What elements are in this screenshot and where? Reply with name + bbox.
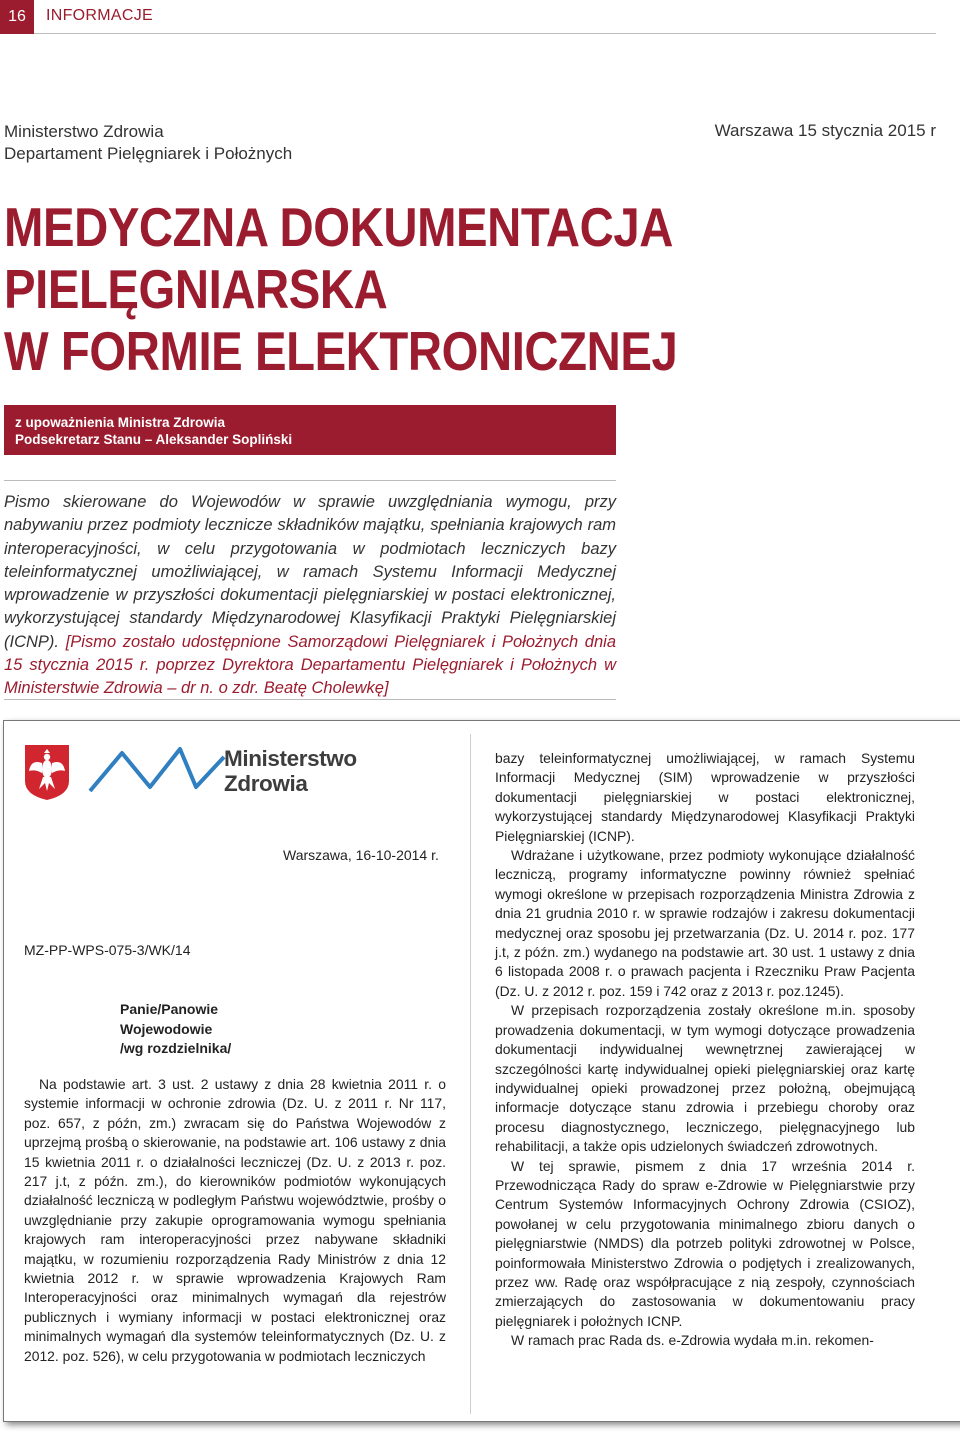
- letter-left-paragraph: Na podstawie art. 3 ust. 2 ustawy z dnia 28 kwietnia 2011 r. o systemie informacji w ochronie zdrowia (Dz. U. z 2011 r. Nr 117, poz. 657, z późn, zm.) zwracam się do Państwa Wojewodów z uprzejmą prośbą o skierowanie, na podstawie art. 106 ustawy z dnia 15 kwietnia 2011 r. o działalności leczniczej (Dz. U. z 2013 r. poz. 217 j.t, z późn. zm.), do kierowników podmiotów wykonujących działalność leczniczą w podległym Państwu województwie, prośby o uwzględnianie przy zakupie oprogramowania wymogu spełniania krajowych ram interoperacyjności przez nabywane składniki majątku, w rozumieniu rozporządzenia Rady Ministrów z dnia 12 kwietnia 2012 r. w sprawie wprowadzenia Krajowych Ram Interoperacyjności oraz minimalnych wymagań dla rejestrów publicznych i wymiany informacji w postaci elektronicznej oraz minimalnych wymagań dla systemów teleinformatycznych (Dz. U. z 2012. poz. 526), w celu przygotowania w podmiotach leczniczych: [24, 1076, 446, 1364]
- lead-note: [Pismo zostało udostępnione Samorządowi Pielęgniarek i Położnych dnia 15 stycznia 2015 r. poprzez Dyrektora Departamentu Pielęgniarek i Położnych w Ministerstwie Zdrowia – dr n. o zdr. Beatę Cholewkę]: [4, 632, 616, 698]
- reference-number: MZ-PP-WPS-075-3/WK/14: [24, 942, 191, 958]
- authority-line-2: Podsekretarz Stanu – Aleksander Sopliński: [15, 432, 293, 447]
- page-title: [4, 196, 795, 382]
- scanned-letter: [3, 720, 960, 1422]
- authority-line-1: z upoważnienia Ministra Zdrowia: [15, 415, 226, 430]
- section-label: INFORMACJE: [46, 7, 153, 24]
- ministry-logo-text: [224, 746, 357, 796]
- letter-body-right: [495, 749, 915, 1351]
- letter-right-paragraph-1: bazy teleinformatycznej umożliwiającej, w ramach Systemu Informacji Medycznej (SIM) wprowadzenie w przyszłości dokumentacji pielęgniarskiej w postaci elektronicznej, wykorzystującej standardy Międzynarodowej Klasyfikacji Praktyki Pielęgniarskiej (ICNP).: [495, 750, 915, 844]
- recipient-line-1: Panie/Panowie: [120, 1001, 219, 1017]
- lead-rule-bottom: [4, 699, 616, 700]
- recipient-line-3: /wg rozdzielnika/: [120, 1040, 232, 1056]
- lead-paragraph: [4, 491, 616, 701]
- logo-line-2: Zdrowia: [224, 771, 308, 796]
- letter-right-paragraph-4: W tej sprawie, pismem z dnia 17 września 2014 r. Przewodnicząca Rady do spraw e-Zdrowie w Pielęgniarstwie przy Centrum Systemów Informacyjnych Ochrony Zdrowia (CSIOZ), powołanej w celu przygotowania minimalnego zbioru danych o pielęgniarstwie (NMDS) dla potrzeb polityki zdrowotnej w Polsce, poinformowała Ministerstwo Zdrowia o podjętych i zrealizowanych, przez ww. Radę oraz współpracujące z nią zespoły, czynnościach zmierzających do zastosowania w dokumentowaniu pracy pielęgniarek i położnych ICNP.: [495, 1157, 915, 1329]
- letter-right-paragraph-5: W ramach prac Rada ds. e-Zdrowia wydała m.in. rekomen-: [511, 1332, 874, 1349]
- issuer-line-2: Departament Pielęgniarek i Położnych: [4, 144, 293, 163]
- lead-rule-top: [4, 480, 616, 481]
- lead-main: Pismo skierowane do Wojewodów w sprawie uwzględniania wymogu, przy nabywaniu przez podmioty lecznicze składników majątku, spełniania krajowych ram interoperacyjności, w celu przygotowania w podmiotach leczniczych bazy teleinformatycznej umożliwiającej, w ramach Systemu Informacji Medycznej wprowadzenie w przyszłości dokumentacji pielęgniarskiej w postaci elektronicznej, wykorzystującej standardy Międzynarodowej Klasyfikacji Praktyki Pielęgniarskiej (ICNP).: [4, 493, 616, 651]
- issuer-block: [4, 121, 292, 165]
- title-line-1: MEDYCZNA DOKUMENTACJA: [4, 196, 673, 258]
- issuer-line-1: Ministerstwo Zdrowia: [4, 122, 164, 141]
- letter-column-divider: [470, 734, 471, 1414]
- letter-body-left: [24, 1075, 446, 1366]
- recipients: [120, 1000, 231, 1059]
- letter-right-paragraph-2: Wdrażane i użytkowane, przez podmioty wykonujące działalność leczniczą, programy informatyczne powinny również spełniać wymogi określone w przepisach rozporządzenia Ministra Zdrowia z dnia 21 grudnia 2010 r. w sprawie rodzajów i zakresu dokumentacji medycznej oraz sposobu jej przetwarzania (Dz. U. 2014 r. poz. 177 j.t, z późn. zm.) wydanego na podstawie art. 30 ust. 1 ustawy z dnia 6 listopada 2008 r. o prawach pacjenta i Rzeczniku Praw Pacjenta (Dz. U. z 2012 r. poz. 159 i 742 oraz z 2013 r. poz.1245).: [495, 847, 915, 999]
- title-line-2: PIELĘGNIARSKA: [4, 258, 388, 320]
- header-rule: [34, 33, 936, 34]
- letter-right-paragraph-3: W przepisach rozporządzenia zostały określone m.in. sposoby prowadzenia dokumentacji, w tym wymogi dotyczące prowadzenia dokumentacji indywidualnej wewnętrznej zawierającej w szczególności kartę indywidualnej opieki pielęgniarskiej oraz kartę indywidualnej opieki prowadzonej przez położną, obejmującą informacje dotyczące stanu zdrowia i przebiegu choroby oraz procesu diagnostycznego, leczniczego, pielęgnacyjnego lub rehabilitacji, a także opis udzielonych świadczeń zdrowotnych.: [495, 1002, 915, 1155]
- letter-date: Warszawa, 16-10-2014 r.: [283, 847, 439, 863]
- authority-box: [4, 405, 616, 455]
- issue-date: Warszawa 15 stycznia 2015 r: [714, 121, 936, 140]
- title-line-3: W FORMIE ELEKTRONICZNEJ: [4, 320, 678, 382]
- polish-eagle-emblem-icon: [23, 743, 71, 801]
- logo-line-1: Ministerstwo: [224, 746, 357, 771]
- recipient-line-2: Wojewodowie: [120, 1020, 213, 1037]
- page-number: 16: [0, 0, 34, 34]
